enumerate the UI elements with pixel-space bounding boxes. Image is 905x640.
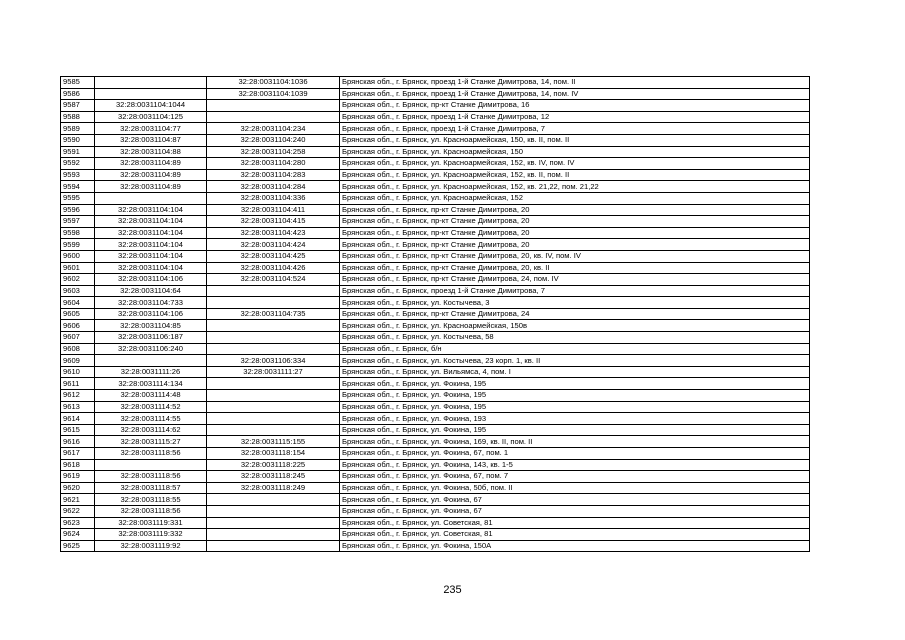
- row-number-cell: 9592: [61, 158, 95, 170]
- cadastral-number-cell: 32:28:0031114:55: [95, 413, 207, 425]
- cadastral-number-cell: 32:28:0031118:56: [95, 471, 207, 483]
- row-number-cell: 9588: [61, 111, 95, 123]
- table-row: [61, 158, 810, 170]
- table-row: [61, 227, 810, 239]
- address-cell: Брянская обл., г. Брянск, пр-кт Станке Димитрова, 20: [340, 204, 810, 216]
- row-number-cell: 9587: [61, 100, 95, 112]
- row-number-cell: 9589: [61, 123, 95, 135]
- row-number-cell: 9612: [61, 390, 95, 402]
- table-row: [61, 192, 810, 204]
- related-cadastral-number-cell: 32:28:0031104:735: [207, 308, 340, 320]
- address-cell: Брянская обл., г. Брянск, ул. Красноармейская, 150, кв. II, пом. II: [340, 134, 810, 146]
- address-cell: Брянская обл., г. Брянск, пр-кт Станке Димитрова, 20, кв. II: [340, 262, 810, 274]
- table-body: [61, 77, 810, 552]
- table-row: [61, 262, 810, 274]
- related-cadastral-number-cell: 32:28:0031104:258: [207, 146, 340, 158]
- table-row: [61, 471, 810, 483]
- row-number-cell: 9599: [61, 239, 95, 251]
- row-number-cell: 9616: [61, 436, 95, 448]
- address-cell: Брянская обл., г. Брянск, ул. Фокина, 50б, пом. II: [340, 482, 810, 494]
- table-row: [61, 320, 810, 332]
- address-cell: Брянская обл., г. Брянск, пр-кт Станке Димитрова, 24, пом. IV: [340, 274, 810, 286]
- related-cadastral-number-cell: 32:28:0031104:426: [207, 262, 340, 274]
- related-cadastral-number-cell: 32:28:0031104:283: [207, 169, 340, 181]
- row-number-cell: 9610: [61, 366, 95, 378]
- address-cell: Брянская обл., г. Брянск, ул. Фокина, 150А: [340, 540, 810, 552]
- row-number-cell: 9602: [61, 274, 95, 286]
- related-cadastral-number-cell: 32:28:0031104:280: [207, 158, 340, 170]
- address-cell: Брянская обл., г. Брянск, пр-кт Станке Димитрова, 20: [340, 239, 810, 251]
- cadastral-number-cell: 32:28:0031118:55: [95, 494, 207, 506]
- table-row: [61, 390, 810, 402]
- cadastral-number-cell: 32:28:0031104:87: [95, 134, 207, 146]
- related-cadastral-number-cell: [207, 111, 340, 123]
- cadastral-number-cell: 32:28:0031104:104: [95, 204, 207, 216]
- related-cadastral-number-cell: [207, 378, 340, 390]
- row-number-cell: 9618: [61, 459, 95, 471]
- table-row: [61, 77, 810, 89]
- cadastral-register-table: [60, 76, 810, 552]
- related-cadastral-number-cell: [207, 320, 340, 332]
- cadastral-number-cell: 32:28:0031104:64: [95, 285, 207, 297]
- related-cadastral-number-cell: 32:28:0031111:27: [207, 366, 340, 378]
- table-row: [61, 424, 810, 436]
- address-cell: Брянская обл., г. Брянск, проезд 1-й Станке Димитрова, 14, пом. IV: [340, 88, 810, 100]
- table-row: [61, 181, 810, 193]
- table-row: [61, 88, 810, 100]
- row-number-cell: 9598: [61, 227, 95, 239]
- related-cadastral-number-cell: 32:28:0031104:415: [207, 216, 340, 228]
- cadastral-number-cell: 32:28:0031104:104: [95, 216, 207, 228]
- cadastral-number-cell: 32:28:0031104:125: [95, 111, 207, 123]
- cadastral-number-cell: 32:28:0031115:27: [95, 436, 207, 448]
- address-cell: Брянская обл., г. Брянск, проезд 1-й Станке Димитрова, 14, пом. II: [340, 77, 810, 89]
- related-cadastral-number-cell: 32:28:0031118:154: [207, 448, 340, 460]
- cadastral-number-cell: 32:28:0031114:52: [95, 401, 207, 413]
- related-cadastral-number-cell: 32:28:0031104:234: [207, 123, 340, 135]
- table-row: [61, 540, 810, 552]
- row-number-cell: 9611: [61, 378, 95, 390]
- related-cadastral-number-cell: [207, 505, 340, 517]
- cadastral-number-cell: [95, 355, 207, 367]
- cadastral-number-cell: 32:28:0031104:106: [95, 274, 207, 286]
- cadastral-number-cell: 32:28:0031104:104: [95, 239, 207, 251]
- cadastral-number-cell: 32:28:0031104:88: [95, 146, 207, 158]
- address-cell: Брянская обл., г. Брянск, пр-кт Станке Димитрова, 16: [340, 100, 810, 112]
- table-row: [61, 413, 810, 425]
- row-number-cell: 9585: [61, 77, 95, 89]
- row-number-cell: 9605: [61, 308, 95, 320]
- cadastral-number-cell: [95, 192, 207, 204]
- table-row: [61, 448, 810, 460]
- address-cell: Брянская обл., г. Брянск, ул. Советская, 81: [340, 529, 810, 541]
- cadastral-number-cell: 32:28:0031104:104: [95, 250, 207, 262]
- related-cadastral-number-cell: 32:28:0031104:411: [207, 204, 340, 216]
- table-row: [61, 308, 810, 320]
- cadastral-number-cell: 32:28:0031104:106: [95, 308, 207, 320]
- table-row: [61, 169, 810, 181]
- row-number-cell: 9613: [61, 401, 95, 413]
- address-cell: Брянская обл., г. Брянск, пр-кт Станке Димитрова, 20: [340, 227, 810, 239]
- cadastral-number-cell: 32:28:0031114:62: [95, 424, 207, 436]
- cadastral-number-cell: 32:28:0031111:26: [95, 366, 207, 378]
- related-cadastral-number-cell: 32:28:0031115:155: [207, 436, 340, 448]
- row-number-cell: 9600: [61, 250, 95, 262]
- related-cadastral-number-cell: 32:28:0031104:1039: [207, 88, 340, 100]
- row-number-cell: 9594: [61, 181, 95, 193]
- row-number-cell: 9620: [61, 482, 95, 494]
- table-row: [61, 204, 810, 216]
- row-number-cell: 9586: [61, 88, 95, 100]
- row-number-cell: 9597: [61, 216, 95, 228]
- cadastral-number-cell: [95, 77, 207, 89]
- row-number-cell: 9608: [61, 343, 95, 355]
- related-cadastral-number-cell: 32:28:0031104:284: [207, 181, 340, 193]
- address-cell: Брянская обл., г. Брянск, пр-кт Станке Димитрова, 20, кв. IV, пом. IV: [340, 250, 810, 262]
- address-cell: Брянская обл., г. Брянск, ул. Фокина, 169, кв. II, пом. II: [340, 436, 810, 448]
- related-cadastral-number-cell: [207, 517, 340, 529]
- address-cell: Брянская обл., г. Брянск, ул. Фокина, 195: [340, 401, 810, 413]
- related-cadastral-number-cell: [207, 413, 340, 425]
- row-number-cell: 9591: [61, 146, 95, 158]
- row-number-cell: 9607: [61, 332, 95, 344]
- address-cell: Брянская обл., г. Брянск, ул. Фокина, 195: [340, 424, 810, 436]
- page-number: 235: [443, 584, 462, 596]
- row-number-cell: 9595: [61, 192, 95, 204]
- cadastral-number-cell: 32:28:0031114:48: [95, 390, 207, 402]
- related-cadastral-number-cell: [207, 332, 340, 344]
- cadastral-number-cell: 32:28:0031104:104: [95, 262, 207, 274]
- cadastral-number-cell: 32:28:0031118:56: [95, 505, 207, 517]
- row-number-cell: 9615: [61, 424, 95, 436]
- address-cell: Брянская обл., г. Брянск, проезд 1-й Станке Димитрова, 12: [340, 111, 810, 123]
- row-number-cell: 9601: [61, 262, 95, 274]
- cadastral-number-cell: 32:28:0031104:733: [95, 297, 207, 309]
- table-row: [61, 216, 810, 228]
- row-number-cell: 9606: [61, 320, 95, 332]
- related-cadastral-number-cell: [207, 540, 340, 552]
- related-cadastral-number-cell: [207, 494, 340, 506]
- table-row: [61, 366, 810, 378]
- related-cadastral-number-cell: [207, 529, 340, 541]
- address-cell: Брянская обл., г. Брянск, ул. Красноармейская, 152, кв. IV, пом. IV: [340, 158, 810, 170]
- address-cell: Брянская обл., г. Брянск, ул. Фокина, 67: [340, 494, 810, 506]
- row-number-cell: 9603: [61, 285, 95, 297]
- cadastral-number-cell: 32:28:0031119:331: [95, 517, 207, 529]
- row-number-cell: 9619: [61, 471, 95, 483]
- address-cell: Брянская обл., г. Брянск, ул. Костычева, 58: [340, 332, 810, 344]
- address-cell: Брянская обл., г. Брянск, ул. Костычева, 3: [340, 297, 810, 309]
- address-cell: Брянская обл., г. Брянск, ул. Красноармейская, 150в: [340, 320, 810, 332]
- table-row: [61, 494, 810, 506]
- cadastral-number-cell: 32:28:0031104:85: [95, 320, 207, 332]
- related-cadastral-number-cell: 32:28:0031104:336: [207, 192, 340, 204]
- related-cadastral-number-cell: 32:28:0031104:524: [207, 274, 340, 286]
- cadastral-number-cell: 32:28:0031104:1044: [95, 100, 207, 112]
- cadastral-number-cell: [95, 88, 207, 100]
- related-cadastral-number-cell: 32:28:0031118:225: [207, 459, 340, 471]
- row-number-cell: 9625: [61, 540, 95, 552]
- address-cell: Брянская обл., г. Брянск, ул. Красноармейская, 152, кв. 21,22, пом. 21,22: [340, 181, 810, 193]
- table-row: [61, 482, 810, 494]
- table-row: [61, 505, 810, 517]
- address-cell: Брянская обл., г. Брянск, ул. Фокина, 195: [340, 378, 810, 390]
- related-cadastral-number-cell: 32:28:0031106:334: [207, 355, 340, 367]
- address-cell: Брянская обл., г. Брянск, ул. Советская, 81: [340, 517, 810, 529]
- address-cell: Брянская обл., г. Брянск, ул. Фокина, 193: [340, 413, 810, 425]
- related-cadastral-number-cell: [207, 100, 340, 112]
- address-cell: Брянская обл., г. Брянск, ул. Фокина, 67, пом. 7: [340, 471, 810, 483]
- row-number-cell: 9622: [61, 505, 95, 517]
- table-row: [61, 378, 810, 390]
- table-row: [61, 332, 810, 344]
- table-row: [61, 401, 810, 413]
- row-number-cell: 9590: [61, 134, 95, 146]
- related-cadastral-number-cell: [207, 401, 340, 413]
- related-cadastral-number-cell: [207, 424, 340, 436]
- table-row: [61, 436, 810, 448]
- related-cadastral-number-cell: [207, 390, 340, 402]
- cadastral-number-cell: 32:28:0031104:104: [95, 227, 207, 239]
- table-row: [61, 250, 810, 262]
- cadastral-number-cell: 32:28:0031106:240: [95, 343, 207, 355]
- table-row: [61, 123, 810, 135]
- row-number-cell: 9614: [61, 413, 95, 425]
- row-number-cell: 9624: [61, 529, 95, 541]
- cadastral-number-cell: 32:28:0031104:89: [95, 181, 207, 193]
- related-cadastral-number-cell: 32:28:0031104:240: [207, 134, 340, 146]
- related-cadastral-number-cell: 32:28:0031104:424: [207, 239, 340, 251]
- row-number-cell: 9604: [61, 297, 95, 309]
- cadastral-number-cell: 32:28:0031104:77: [95, 123, 207, 135]
- address-cell: Брянская обл., г. Брянск, пр-кт Станке Димитрова, 20: [340, 216, 810, 228]
- address-cell: Брянская обл., г. Брянск, ул. Костычева, 23 корп. 1, кв. II: [340, 355, 810, 367]
- table-row: [61, 274, 810, 286]
- row-number-cell: 9593: [61, 169, 95, 181]
- row-number-cell: 9623: [61, 517, 95, 529]
- row-number-cell: 9596: [61, 204, 95, 216]
- table-row: [61, 111, 810, 123]
- address-cell: Брянская обл., г. Брянск, ул. Красноармейская, 152: [340, 192, 810, 204]
- address-cell: Брянская обл., г. Брянск, ул. Красноармейская, 150: [340, 146, 810, 158]
- cadastral-number-cell: 32:28:0031114:134: [95, 378, 207, 390]
- address-cell: Брянская обл., г. Брянск, ул. Вильямса, 4, пом. I: [340, 366, 810, 378]
- address-cell: Брянская обл., г. Брянск, б/н: [340, 343, 810, 355]
- table-row: [61, 517, 810, 529]
- table-row: [61, 134, 810, 146]
- address-cell: Брянская обл., г. Брянск, ул. Фокина, 143, кв. 1-5: [340, 459, 810, 471]
- cadastral-number-cell: 32:28:0031119:332: [95, 529, 207, 541]
- table-row: [61, 459, 810, 471]
- table-row: [61, 100, 810, 112]
- row-number-cell: 9621: [61, 494, 95, 506]
- related-cadastral-number-cell: 32:28:0031104:425: [207, 250, 340, 262]
- table-row: [61, 529, 810, 541]
- address-cell: Брянская обл., г. Брянск, проезд 1-й Станке Димитрова, 7: [340, 123, 810, 135]
- table-row: [61, 285, 810, 297]
- table-row: [61, 146, 810, 158]
- table-row: [61, 343, 810, 355]
- address-cell: Брянская обл., г. Брянск, ул. Фокина, 67: [340, 505, 810, 517]
- cadastral-number-cell: 32:28:0031118:56: [95, 448, 207, 460]
- related-cadastral-number-cell: [207, 343, 340, 355]
- address-cell: Брянская обл., г. Брянск, ул. Фокина, 67, пом. 1: [340, 448, 810, 460]
- related-cadastral-number-cell: 32:28:0031118:245: [207, 471, 340, 483]
- row-number-cell: 9609: [61, 355, 95, 367]
- address-cell: Брянская обл., г. Брянск, ул. Красноармейская, 152, кв. II, пом. II: [340, 169, 810, 181]
- address-cell: Брянская обл., г. Брянск, ул. Фокина, 195: [340, 390, 810, 402]
- address-cell: Брянская обл., г. Брянск, проезд 1-й Станке Димитрова, 7: [340, 285, 810, 297]
- address-cell: Брянская обл., г. Брянск, пр-кт Станке Димитрова, 24: [340, 308, 810, 320]
- related-cadastral-number-cell: [207, 285, 340, 297]
- cadastral-number-cell: 32:28:0031104:89: [95, 158, 207, 170]
- related-cadastral-number-cell: 32:28:0031104:1036: [207, 77, 340, 89]
- cadastral-number-cell: 32:28:0031104:89: [95, 169, 207, 181]
- related-cadastral-number-cell: 32:28:0031104:423: [207, 227, 340, 239]
- cadastral-number-cell: [95, 459, 207, 471]
- related-cadastral-number-cell: 32:28:0031118:249: [207, 482, 340, 494]
- cadastral-number-cell: 32:28:0031106:187: [95, 332, 207, 344]
- row-number-cell: 9617: [61, 448, 95, 460]
- cadastral-number-cell: 32:28:0031119:92: [95, 540, 207, 552]
- cadastral-number-cell: 32:28:0031118:57: [95, 482, 207, 494]
- related-cadastral-number-cell: [207, 297, 340, 309]
- table-row: [61, 297, 810, 309]
- table-row: [61, 355, 810, 367]
- table-row: [61, 239, 810, 251]
